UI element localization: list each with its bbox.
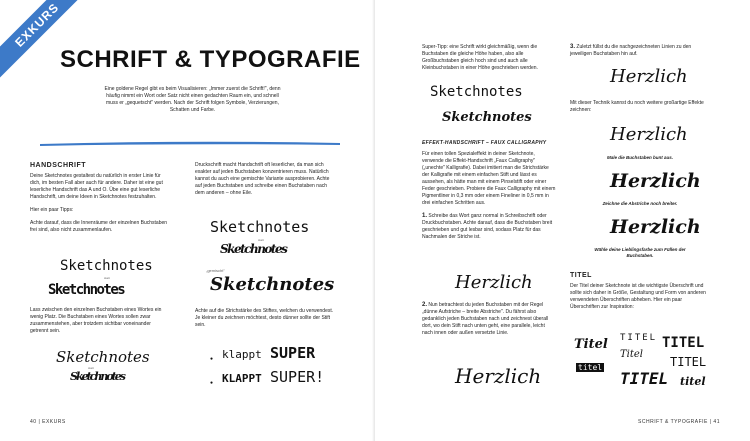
pen-sample-super-bold: SUPER bbox=[270, 344, 316, 362]
step-three-number: 3. bbox=[570, 44, 576, 50]
herzlich-filled: Herzlich bbox=[610, 216, 701, 238]
sample-statt-label-3: statt bbox=[258, 238, 264, 242]
column-druckschrift bbox=[195, 162, 335, 203]
section-heading-handschrift: HANDSCHRIFT bbox=[30, 162, 87, 169]
sample-statt-label-2: statt bbox=[88, 366, 94, 370]
titel-paragraph: Der Titel deiner Sketchnote ist die wichtigste Überschrift und sollte sich daher in Größe, Gestaltung und Form von anderen verwendeten Überschriften abheben. Hier ein paar Überschriften zur Inspiration: bbox=[570, 283, 706, 310]
step-three-block bbox=[570, 44, 710, 64]
pen-sample-klappt-thin: klappt bbox=[222, 348, 262, 361]
tip-two-block bbox=[30, 307, 170, 341]
page-title: SCHRIFT & TYPOGRAFIE bbox=[60, 46, 361, 73]
tip-one: Achte darauf, dass die Innenräume der einzelnen Buchstaben frei sind, also nicht zusammenlaufen. bbox=[30, 220, 168, 233]
sample-statt-label: statt bbox=[104, 276, 110, 280]
step-two-block bbox=[422, 302, 557, 343]
sample-spacing-bad: Sketchnotes bbox=[70, 370, 124, 383]
sample-spacing-good: Sketchnotes bbox=[56, 348, 150, 366]
caption-breiter: Zeichne die Abstriche noch breiter. bbox=[602, 201, 678, 206]
step-three bbox=[570, 44, 710, 58]
step-two-text: Nun betrachtest du jeden Buchstaben mit der Regel „dünne Aufstriche – breite Abstriche". Du fährst also gedanklich jeden Buchstaben nach und zeichnest überall dort, wo dein Stift nach unten geht, eine parallele, leicht nach innen oder außen versetzte Linie. bbox=[422, 302, 549, 336]
pen-bullet-2: ● bbox=[210, 380, 214, 386]
sample-print-good: Sketchnotes bbox=[210, 218, 310, 236]
effects-intro-block bbox=[570, 100, 710, 120]
pen-sample-super-thin: SUPER! bbox=[270, 368, 325, 386]
druckschrift-paragraph: Druckschrift macht Handschrift oft leserlicher, da man sich exakter auf jeden Buchstaben konzentrieren muss. Natürlich kannst du auch eine gemischte Variante ausprobieren. Achte auf jeden Buchstaben und schreibe einen Buchstaben nach dem anderen – ohne Eile. bbox=[195, 162, 330, 196]
titel-sample-8: titel bbox=[680, 375, 706, 388]
sample-uneven-height: Sketchnotes bbox=[442, 110, 532, 125]
step-one bbox=[422, 213, 557, 241]
caption-farbe: Wähle deine Lieblingsfarbe zum Füllen der Buchstaben. bbox=[594, 247, 686, 258]
strichstaerke-paragraph: Achte auf die Strichstärke des Stiftes, welchen du verwendest. Je kleiner du zeichnen möchtest, desto dünner sollte der Stift sein. bbox=[195, 308, 334, 328]
sample-sketchnotes-good: Sketchnotes bbox=[60, 258, 153, 274]
exkurs-corner-tab: EXKURS bbox=[0, 0, 98, 86]
sample-mixed: Sketchnotes bbox=[210, 274, 335, 295]
super-tipp-block bbox=[422, 44, 557, 78]
herzlich-step-three: Herzlich bbox=[610, 66, 688, 87]
sample-print-bad: Sketchnotes bbox=[220, 242, 287, 256]
titel-sample-1: Titel bbox=[574, 337, 608, 352]
sample-sketchnotes-bad: Sketchnotes bbox=[48, 282, 125, 298]
handschrift-paragraph: Deine Sketchnotes gestaltest du natürlich in erster Linie für dich, im besten Fall aber auch für andere. Daher ist eine gut leserliche Handschrift das A und O. Übe eine gut leserliche Handschrift, um deine Ideen in Sketchnotes festzuhalten. bbox=[30, 173, 163, 200]
step-two bbox=[422, 302, 557, 337]
caption-bunt: Male die Buchstaben bunt aus. bbox=[606, 155, 673, 160]
effekt-paragraph: Für einen tollen Spezialeffekt in deiner Sketchnote, verwende die Effekt-Handschrift „Faux Calligraphy" („unechte" Kalligrafie). Dabei imitiert man die Strichstärke der Kalligrafie mit einem einfachen Stift und lässt es aussehen, als hätte man mit einem Pinselstift oder einer Feder geschrieben. Probiere die Faux Calligraphy mit einem Pigmentliner in 0,3 mm oder einem Fineliner in 0,5 mm in drei einfachen Schritten aus. bbox=[422, 151, 556, 206]
herzlich-wide: Herzlich bbox=[610, 170, 701, 192]
sample-gemischt-label: „gemischt" bbox=[206, 268, 225, 273]
step-one-text: Schreibe das Wort ganz normal in Schreibschrift oder Druckbuchstaben. Achte darauf, dass die Buchstaben breit geschrieben und gut lesbar sind, sodass Platz für das Nachmalen der Striche ist. bbox=[422, 213, 553, 240]
step-one-number: 1. bbox=[422, 213, 428, 219]
titel-block bbox=[570, 272, 710, 317]
step-two-number: 2. bbox=[422, 302, 428, 308]
right-page bbox=[375, 0, 750, 441]
titel-sample-2: TITEL bbox=[620, 333, 658, 343]
pen-bullet-1: ● bbox=[210, 356, 214, 362]
titel-sample-4: Titel bbox=[620, 349, 644, 360]
tips-intro: Hier ein paar Tipps: bbox=[30, 207, 74, 213]
tip-two: Lass zwischen den einzelnen Buchstaben eines Wortes ein wenig Platz. Die Buchstaben eines Wortes sollen zwar zusammenstehen, aber trotzdem sichtbar voneinander getrennt sein. bbox=[30, 307, 162, 334]
right-footer: SCHRIFT & TYPOGRAFIE | 41 bbox=[638, 419, 720, 425]
effects-intro: Mit dieser Technik kannst du noch weitere großartige Effekte zeichnen: bbox=[570, 100, 704, 113]
super-tipp-text: Super-Tipp: eine Schrift wirkt gleichmäßig, wenn die Buchstaben die gleiche Höhe haben, also alle Großbuchstaben gleich hoch sind und auch alle Kleinbuchstaben in einer Höhe geschrieben werden. bbox=[422, 44, 538, 71]
herzlich-step-two: Herzlich bbox=[455, 364, 542, 388]
step-three-text: Zuletzt füllst du die nachgezeichneten Linien zu den jeweiligen Buchstaben hin auf. bbox=[570, 44, 692, 57]
herzlich-step-one: Herzlich bbox=[455, 272, 533, 293]
titel-sample-3: TITEL bbox=[662, 335, 705, 351]
titel-sample-6: titel bbox=[578, 363, 603, 372]
pen-sample-klappt-bold: KLAPPT bbox=[222, 372, 262, 385]
strichstaerke-block bbox=[195, 308, 335, 335]
herzlich-colored: Herzlich bbox=[610, 124, 688, 145]
titel-sample-5: TITEL bbox=[670, 355, 707, 369]
sample-even-height: Sketchnotes bbox=[430, 84, 523, 100]
intro-text: Eine goldene Regel gibt es beim Visualisieren: „Immer zuerst die Schrift!", denn häufig nimmt ein Wort oder Satz nicht einen gedachten Raum ein, und schnell muss er „gequetscht" werden. Nach der Schrift folgen Symbole, Verzierungen, Schatten und Farbe. bbox=[104, 86, 281, 113]
column-handschrift bbox=[30, 162, 170, 240]
left-footer: 40 | EXKURS bbox=[30, 419, 66, 425]
titel-examples bbox=[570, 333, 730, 403]
brush-stroke-divider bbox=[40, 140, 340, 146]
effekt-block bbox=[422, 140, 557, 247]
section-heading-effekt: EFFEKT-HANDSCHRIFT – FAUX CALLIGRAPHY bbox=[422, 140, 547, 146]
section-heading-titel: TITEL bbox=[570, 272, 592, 279]
titel-sample-7: TITEL bbox=[620, 369, 669, 388]
